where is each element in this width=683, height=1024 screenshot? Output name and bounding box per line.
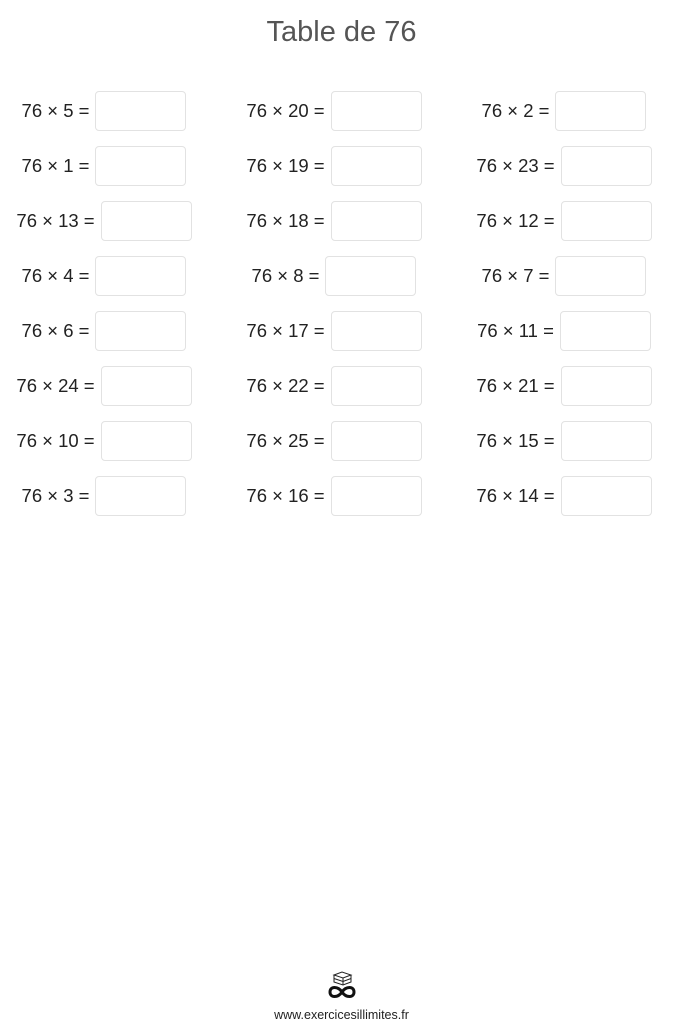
- exercise-label: 76 × 1 =: [21, 155, 90, 176]
- exercise-item: [449, 146, 679, 186]
- exercise-label: 76 × 25 =: [246, 430, 325, 451]
- site-url[interactable]: www.exercicesillimites.fr: [274, 1008, 409, 1022]
- exercise-item: [449, 201, 679, 241]
- answer-input[interactable]: [561, 421, 652, 461]
- exercise-label: 76 × 13 =: [16, 210, 95, 231]
- answer-input[interactable]: [561, 476, 652, 516]
- answer-input[interactable]: [325, 256, 416, 296]
- exercise-label: 76 × 5 =: [21, 100, 90, 121]
- exercise-item: [219, 146, 449, 186]
- exercise-label: 76 × 23 =: [476, 155, 555, 176]
- answer-input[interactable]: [555, 256, 646, 296]
- exercise-label: 76 × 6 =: [21, 320, 90, 341]
- exercise-label: 76 × 18 =: [246, 210, 325, 231]
- exercise-item: [449, 476, 679, 516]
- exercise-item: [449, 256, 679, 296]
- answer-input[interactable]: [331, 421, 422, 461]
- exercise-label: 76 × 4 =: [21, 265, 90, 286]
- exercise-item: [219, 311, 449, 351]
- exercise-item: [219, 256, 449, 296]
- answer-input[interactable]: [95, 91, 186, 131]
- exercise-item: [0, 91, 219, 131]
- exercise-item: [219, 201, 449, 241]
- exercise-item: [449, 366, 679, 406]
- exercise-item: [0, 256, 219, 296]
- exercise-label: 76 × 19 =: [246, 155, 325, 176]
- answer-input[interactable]: [560, 311, 651, 351]
- exercise-label: 76 × 8 =: [251, 265, 320, 286]
- answer-input[interactable]: [561, 201, 652, 241]
- answer-input[interactable]: [95, 476, 186, 516]
- answer-input[interactable]: [95, 146, 186, 186]
- exercise-label: 76 × 10 =: [16, 430, 95, 451]
- answer-input[interactable]: [555, 91, 646, 131]
- exercise-item: [219, 366, 449, 406]
- answer-input[interactable]: [331, 311, 422, 351]
- exercise-item: [0, 366, 219, 406]
- answer-input[interactable]: [331, 476, 422, 516]
- exercise-label: 76 × 20 =: [246, 100, 325, 121]
- answer-input[interactable]: [101, 201, 192, 241]
- exercise-label: 76 × 17 =: [246, 320, 325, 341]
- answer-input[interactable]: [95, 256, 186, 296]
- exercise-label: 76 × 12 =: [476, 210, 555, 231]
- exercise-item: [449, 91, 679, 131]
- exercise-item: [219, 476, 449, 516]
- answer-input[interactable]: [331, 146, 422, 186]
- answer-input[interactable]: [101, 421, 192, 461]
- answer-input[interactable]: [95, 311, 186, 351]
- exercise-label: 76 × 22 =: [246, 375, 325, 396]
- logo-icon: [324, 970, 360, 1000]
- exercise-item: [449, 311, 679, 351]
- answer-input[interactable]: [331, 91, 422, 131]
- exercise-label: 76 × 11 =: [477, 320, 554, 341]
- exercise-label: 76 × 3 =: [21, 485, 90, 506]
- exercise-item: [449, 421, 679, 461]
- answer-input[interactable]: [561, 366, 652, 406]
- exercise-label: 76 × 24 =: [16, 375, 95, 396]
- exercise-item: [0, 311, 219, 351]
- exercise-grid: [0, 91, 679, 516]
- answer-input[interactable]: [331, 366, 422, 406]
- exercise-item: [0, 476, 219, 516]
- page-title: Table de 76: [266, 16, 417, 48]
- exercise-label: 76 × 15 =: [476, 430, 555, 451]
- exercise-item: [0, 201, 219, 241]
- exercise-item: [219, 421, 449, 461]
- exercise-label: 76 × 2 =: [481, 100, 550, 121]
- exercise-item: [0, 146, 219, 186]
- answer-input[interactable]: [561, 146, 652, 186]
- footer: [0, 970, 683, 1022]
- exercise-item: [0, 421, 219, 461]
- exercise-item: [219, 91, 449, 131]
- exercise-label: 76 × 16 =: [246, 485, 325, 506]
- answer-input[interactable]: [331, 201, 422, 241]
- answer-input[interactable]: [101, 366, 192, 406]
- exercise-label: 76 × 7 =: [481, 265, 550, 286]
- exercise-label: 76 × 14 =: [476, 485, 555, 506]
- exercise-label: 76 × 21 =: [476, 375, 555, 396]
